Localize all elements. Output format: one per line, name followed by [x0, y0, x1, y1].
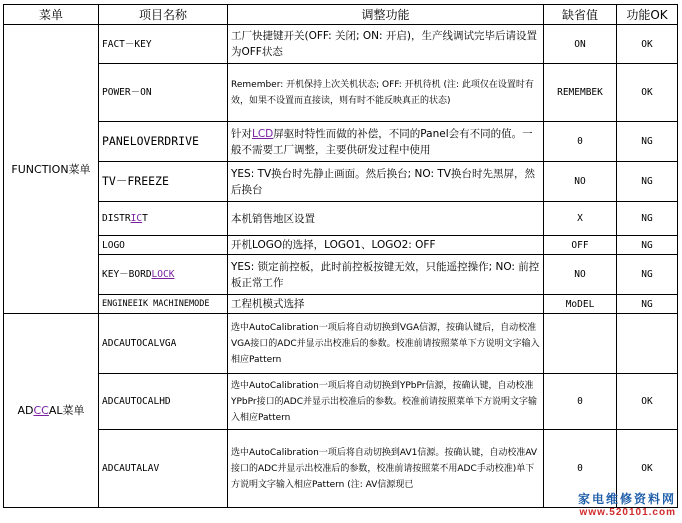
- header-item: 项目名称: [99, 5, 228, 25]
- ic-link[interactable]: IC: [130, 213, 143, 224]
- watermark-url: www.520101.com: [579, 507, 676, 518]
- ok-cell: NG: [617, 202, 678, 236]
- table-row: [4, 202, 678, 236]
- default-cell: [544, 314, 617, 374]
- default-cell: OFF: [544, 236, 617, 255]
- desc-cell: 选中AutoCalibration一项后将自动切换到YPbPr信源，按确认键，自动校准YPbPr接口的ADC并显示出校准后的参数。校准前请按照菜单下方说明文字输入相应Pattern: [228, 374, 544, 430]
- table-row: [4, 374, 678, 430]
- ok-cell: NG: [617, 162, 678, 202]
- desc-cell: 选中AutoCalibration一项后将自动切换到AV1信源。按确认键，自动校准AV接口的ADC并显示出校准后的参数，校准前请按照菜不用ADC手动校准)单下方说明文字输入相应Pattern (注: AV信源现已: [228, 430, 544, 508]
- ok-cell: NG: [617, 295, 678, 314]
- table-row: [4, 25, 678, 64]
- ok-cell: NG: [617, 122, 678, 162]
- header-ok: 功能OK: [617, 5, 678, 25]
- default-cell: X: [544, 202, 617, 236]
- desc-cell: 开机LOGO的选择，LOGO1、LOGO2: OFF: [228, 236, 544, 255]
- spec-table: [3, 4, 678, 508]
- default-cell: ON: [544, 25, 617, 64]
- desc-cell: YES: TV换台时先静止画面。然后换台; NO: TV换台时先黑屏，然后换台: [228, 162, 544, 202]
- desc-cell: 选中AutoCalibration一项后将自动切换到VGA信源，按确认键后，自动校准VGA接口的ADC并显示出校准后的参数。校准前请按照菜单下方说明文字输入相应Pattern: [228, 314, 544, 374]
- default-cell: 0: [544, 430, 617, 508]
- desc-cell: Remember: 开机保持上次关机状态; OFF: 开机待机 (注: 此项仅在设置时有效，如果不设置而直接读，则有时不能反映真正的状态): [228, 64, 544, 122]
- item-cell: KEY－BORDLOCK: [99, 255, 228, 295]
- item-cell: DISTRICT: [99, 202, 228, 236]
- header-default: 缺省值: [544, 5, 617, 25]
- default-cell: 0: [544, 122, 617, 162]
- table-row: [4, 64, 678, 122]
- desc-cell: 工厂快捷键开关(OFF: 关闭; ON: 开启)，生产线调试完毕后请设置为OFF状态: [228, 25, 544, 64]
- menu-cell-adccal: ADCCAL菜单: [4, 314, 99, 508]
- table-row: [4, 295, 678, 314]
- lock-link[interactable]: LOCK: [151, 269, 175, 280]
- desc-cell: 针对LCD屏驱时特性而做的补偿，不同的Panel会有不同的值。一般不需要工厂调整，主要供研发过程中使用: [228, 122, 544, 162]
- table-row: [4, 236, 678, 255]
- menu-cell-function: FUNCTION菜单: [4, 25, 99, 314]
- item-cell: ADCAUTOCALHD: [99, 374, 228, 430]
- ok-cell: NG: [617, 255, 678, 295]
- default-cell: MoDEL: [544, 295, 617, 314]
- header-function: 调整功能: [228, 5, 544, 25]
- desc-cell: YES: 锁定前控板，此时前控板按键无效，只能遥控操作; NO: 前控板正常工作: [228, 255, 544, 295]
- header-menu: 菜单: [4, 5, 99, 25]
- item-cell: LOGO: [99, 236, 228, 255]
- table-row: [4, 255, 678, 295]
- lcd-link[interactable]: LCD: [252, 127, 274, 140]
- desc-cell: 工程机模式选择: [228, 295, 544, 314]
- ok-cell: OK: [617, 430, 678, 508]
- watermark-site-name: 家电维修资料网: [577, 492, 676, 506]
- cc-link[interactable]: CC: [33, 404, 49, 417]
- ok-cell: OK: [617, 25, 678, 64]
- default-cell: NO: [544, 162, 617, 202]
- ok-cell: [617, 314, 678, 374]
- ok-cell: OK: [617, 64, 678, 122]
- item-cell: PANELOVERDRIVE: [99, 122, 228, 162]
- item-cell: POWER－ON: [99, 64, 228, 122]
- default-cell: REMEMBEK: [544, 64, 617, 122]
- default-cell: NO: [544, 255, 617, 295]
- table-row: [4, 430, 678, 508]
- header-row: [4, 5, 678, 25]
- item-cell: ADCAUTOCALVGA: [99, 314, 228, 374]
- item-cell: ENGINEEIK MACHINEMODE: [99, 295, 228, 314]
- item-cell: FACT－KEY: [99, 25, 228, 64]
- item-cell: ADCAUTALAV: [99, 430, 228, 508]
- table-row: [4, 122, 678, 162]
- desc-cell: 本机销售地区设置: [228, 202, 544, 236]
- table-row: [4, 162, 678, 202]
- watermark: [578, 493, 676, 519]
- ok-cell: NG: [617, 236, 678, 255]
- table-row: [4, 314, 678, 374]
- default-cell: 0: [544, 374, 617, 430]
- item-cell: TV－FREEZE: [99, 162, 228, 202]
- ok-cell: OK: [617, 374, 678, 430]
